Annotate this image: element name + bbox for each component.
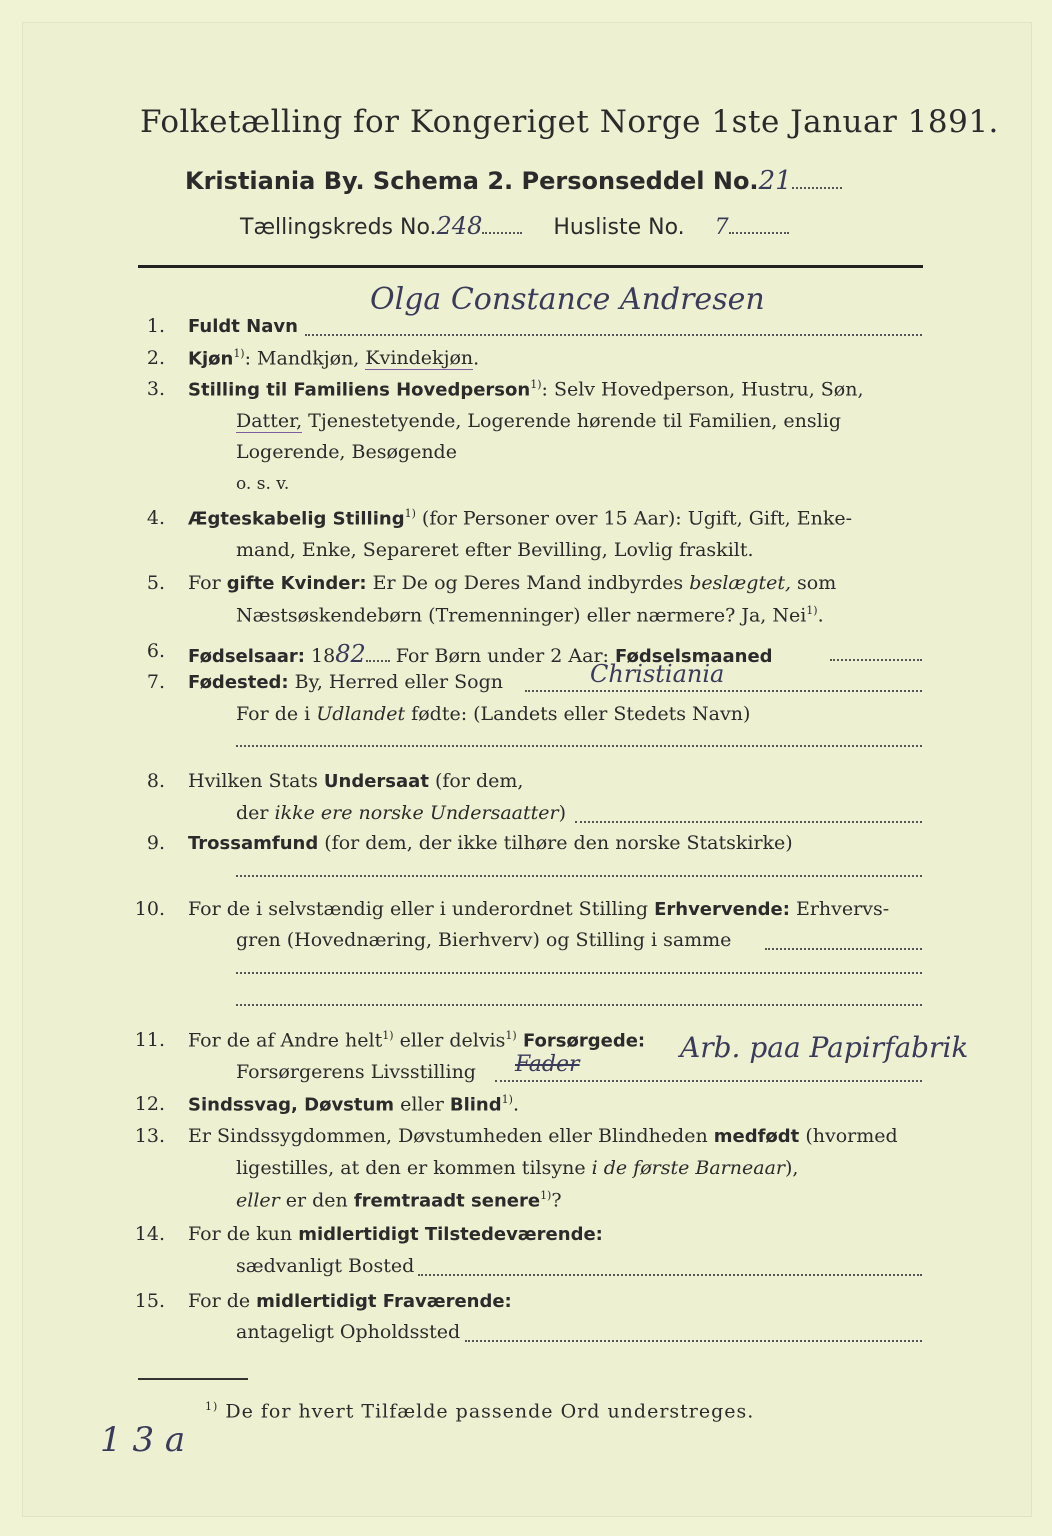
dotted-line [418,1274,922,1276]
item-sygdom-line3: eller er den fremtraadt senere$^{1)}$? [236,1189,562,1212]
item-fodselsaar: Fødselsaar: 1882 For Børn under 2 Aar: Fødselsmaaned [188,640,773,668]
census-form [22,22,1032,1517]
handwritten-occupation: Arb. paa Papirfabrik [680,1031,969,1064]
item-number: 3. [146,378,165,400]
dotted-line [236,972,922,974]
item-number: 10. [134,898,165,920]
item-tilstede: For de kun midlertidigt Tilstedeværende: [188,1223,603,1245]
form-subtitle: Kristiania By. Schema 2. Personseddel No.21 [185,166,842,196]
dotted-line [236,745,922,747]
item-undersaat-line2: der ikke ere norske Undersaatter) [236,802,566,824]
item-kjon: Kjøn$^{1)}$: Mandkjøn, Kvindekjøn. [188,347,480,370]
item-tilstede-line2: sædvanligt Bosted [236,1255,415,1277]
husliste-number: 7 [714,215,729,240]
handwritten-struck: Fader [515,1052,580,1077]
item-number: 13. [134,1125,165,1147]
item-fodested-line2: For de i Udlandet fødte: (Landets eller Stedets Navn) [236,703,751,725]
item-erhverv-line2: gren (Hovednæring, Bierhverv) og Stilling i samme [236,929,732,951]
footnote-rule [138,1378,248,1380]
item-trossamfund: Trossamfund (for dem, der ikke tilhøre den norske Statskirke) [188,832,793,854]
item-number: 14. [134,1223,165,1245]
dotted-line [525,690,922,692]
item-number: 6. [146,640,165,662]
form-subtitle-2: Tællingskreds No.248 Husliste No. 7 [240,212,789,240]
item-number: 11. [134,1029,165,1051]
item-number: 4. [146,507,165,529]
item-aegteskab-line2: mand, Enke, Separeret efter Bevilling, Lovlig fraskilt. [236,539,754,561]
handwritten-birthplace: Christiania [590,660,725,688]
footnote: $^{1)}$ De for hvert Tilfælde passende Ord understreges. [205,1400,755,1423]
item-sygdom-line2: ligestilles, at den er kommen tilsyne i de første Barneaar), [236,1157,799,1179]
item-undersaat: Hvilken Stats Undersaat (for dem, [188,770,524,792]
item-erhverv: For de i selvstændig eller i underordnet Stilling Erhvervende: Erhvervs- [188,898,890,920]
item-fuldt-navn: Fuldt Navn [188,316,298,337]
dotted-line [575,821,922,823]
dotted-line [495,1080,922,1082]
item-forsorgede-line2: Forsørgerens Livsstilling [236,1061,476,1083]
item-aegteskab: Ægteskabelig Stilling$^{1)}$ (for Personer over 15 Aar): Ugift, Gift, Enke- [188,507,853,530]
item-sygdom: Er Sindssygdommen, Døvstumheden eller Blindheden medfødt (hvormed [188,1125,898,1147]
dotted-line [830,659,922,661]
item-number: 5. [146,572,165,594]
item-stilling-line4: o. s. v. [236,474,290,494]
personseddel-number: 21 [758,166,792,196]
dotted-line [465,1340,922,1342]
item-stilling-line2: Datter, Tjenestetyende, Logerende hørende til Familien, enslig [236,410,841,432]
handwritten-birth-year: 82 [335,640,366,668]
item-fravaerende-line2: antageligt Opholdssted [236,1321,461,1343]
item-sindssvag: Sindssvag, Døvstum eller Blind$^{1)}$. [188,1093,519,1116]
item-gifte-kvinder-line2: Næstsøskendebørn (Tremenninger) eller nærmere? Ja, Nei$^{1)}$. [236,604,824,627]
item-number: 15. [134,1290,165,1312]
item-stilling-line3: Logerende, Besøgende [236,441,457,463]
item-fravaerende: For de midlertidigt Fraværende: [188,1290,512,1312]
margin-note: 1 3 a [100,1420,186,1460]
handwritten-name: Olga Constance Andresen [370,282,765,317]
item-number: 1. [146,315,165,337]
item-forsorgede: For de af Andre helt$^{1)}$ eller delvis$^{1)}$ Forsørgede: [188,1029,646,1052]
dotted-line [765,948,922,950]
form-title: Folketælling for Kongeriget Norge 1ste Januar 1891. [140,104,999,140]
item-number: 12. [134,1093,165,1115]
dotted-line [236,1004,922,1006]
item-number: 7. [146,671,165,693]
item-number: 2. [146,347,165,369]
dotted-line [236,875,922,877]
dotted-line [305,334,922,336]
item-fodested: Fødested: By, Herred eller Sogn [188,671,503,693]
taellingskreds-number: 248 [436,212,483,240]
item-number: 8. [146,770,165,792]
item-gifte-kvinder: For gifte Kvinder: Er De og Deres Mand indbyrdes beslægtet, som [188,572,837,594]
item-number: 9. [146,832,165,854]
header-rule [138,265,923,268]
item-stilling: Stilling til Familiens Hovedperson$^{1)}$: Selv Hovedperson, Hustru, Søn, [188,378,864,401]
